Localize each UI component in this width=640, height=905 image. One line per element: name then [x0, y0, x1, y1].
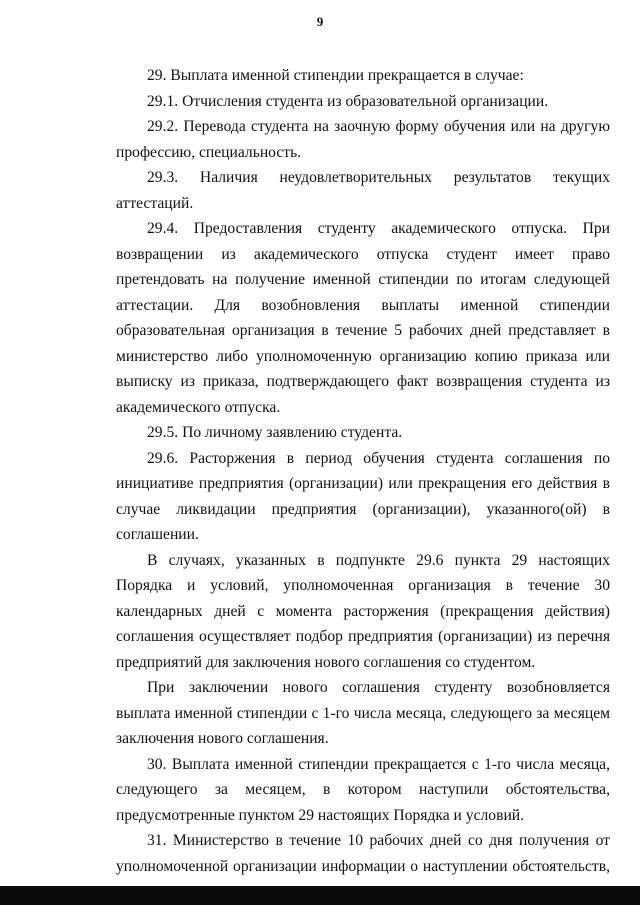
paragraph-29-1: 29.1. Отчисления студента из образовательной организации.	[147, 92, 549, 110]
paragraph-29: 29. Выплата именной стипендии прекращается в случае:	[147, 67, 524, 84]
paragraph-29-5: 29.5. По личному заявлению студента.	[147, 424, 403, 441]
paragraph-29-3: 29.3. Наличия неудовлетворительных результатов текущих аттестаций.	[116, 169, 610, 212]
paragraph-29-2: 29.2. Перевода студента на заочную форму обучения или на другую профессию, специальность.	[116, 118, 610, 161]
paragraph-30: 30. Выплата именной стипендии прекращается с 1-го числа месяца, следующего за месяцем, в котором наступили обстоятельства, предусмотренные пунктом 29 настоящих Порядка и условий.	[116, 755, 610, 824]
paragraph-new-agreement: При заключении нового соглашения студенту возобновляется выплата именной стипендии с 1-го числа месяца, следующего за месяцем заключения нового соглашения.	[116, 679, 610, 747]
document-body	[116, 63, 610, 905]
scan-bottom-border	[0, 886, 640, 905]
page-number: 9	[316, 14, 324, 29]
paragraph-29-4: 29.4. Предоставления студенту академического отпуска. При возвращении из академического отпуска студент имеет право претендовать на получение именной стипендии по итогам следующей аттестации. Для возобновления выплаты именной стипендии образовательная организация в течение 5 рабочих дней представляет в министерство либо уполномоченную организацию копию приказа или выписку из приказа, подтверждающего факт возвращения студента из академического отпуска.	[116, 220, 610, 416]
paragraph-31: 31. Министерство в течение 10 рабочих дней со дня получения от уполномоченной организации информации о наступлении обстоятельств,	[116, 832, 610, 875]
paragraph-29-6: 29.6. Расторжения в период обучения студента соглашения по инициативе предприятия (организации) или прекращения его действия в случае ликвидации предприятия (организации), указанного(ой) в соглашении.	[116, 449, 610, 543]
paragraph-29-6-cases: В случаях, указанных в подпункте 29.6 пункта 29 настоящих Порядка и условий, уполномоченная организация в течение 30 календарных дней с момента расторжения (прекращения действия) соглашения осуществляет подбор предприятия (организации) из перечня предприятий для заключения нового соглашения со студентом.	[116, 551, 610, 671]
